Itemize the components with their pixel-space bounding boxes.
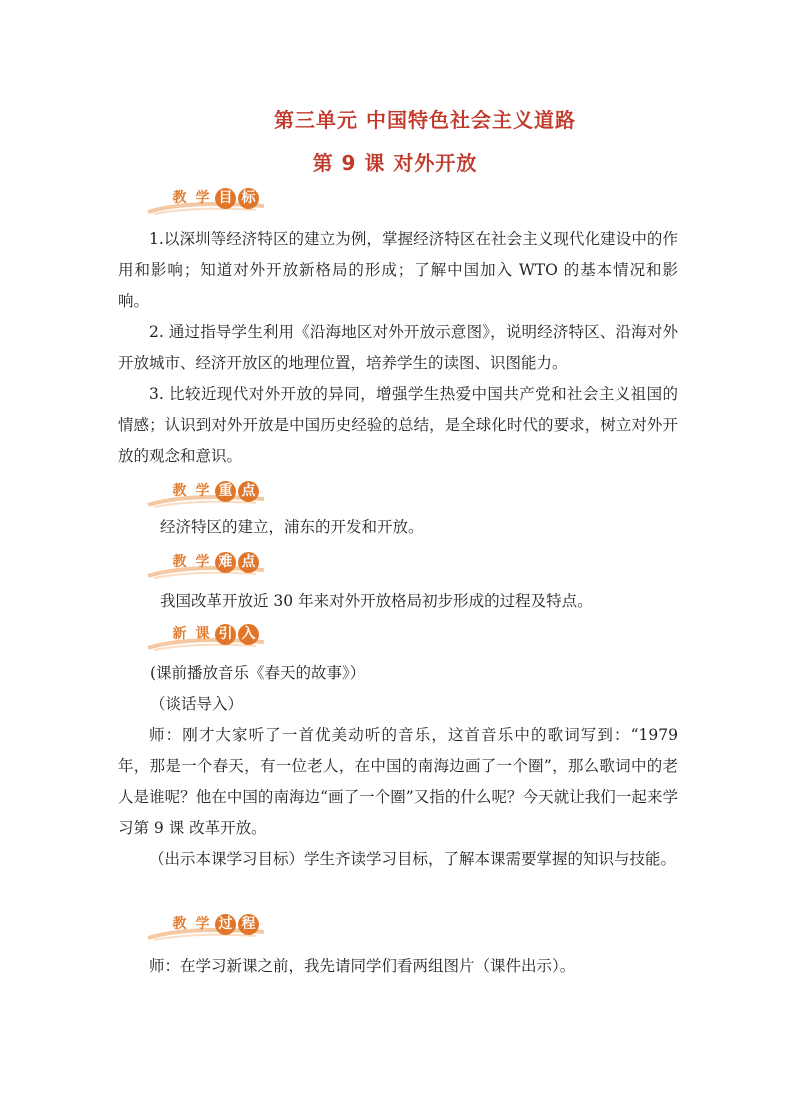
badge-char: 重	[215, 481, 236, 502]
section-badge-process	[146, 914, 266, 942]
section-badge-objectives	[146, 188, 266, 216]
intro-goal-paragraph: （出示本课学习目标）学生齐读学习目标，了解本课需要掌握的知识与技能。	[149, 850, 677, 868]
badge-char: 新	[172, 626, 187, 642]
badge-char: 点	[238, 552, 259, 573]
badge-char: 教	[172, 554, 187, 570]
badge-char: 学	[195, 554, 210, 570]
unit-title: 第三单元 中国特色社会主义道路	[274, 108, 576, 132]
objective-paragraph-3: 3. 比较近现代对外开放的异同，增强学生热爱中国共产党和社会主义祖国的情感；认识到对外开放是中国历史经验的总结，是全球化时代的要求，树立对外开放的观念和意识。	[118, 385, 678, 465]
badge-char: 学	[195, 190, 210, 206]
badge-char: 学	[195, 483, 210, 499]
badge-char: 入	[238, 624, 259, 645]
badge-char: 点	[238, 481, 259, 502]
badge-char: 程	[238, 914, 259, 935]
key-points-text: 经济特区的建立，浦东的开发和开放。	[160, 518, 424, 536]
difficulties-text: 我国改革开放近 30 年来对外开放格局初步形成的过程及特点。	[160, 592, 593, 610]
badge-char: 引	[215, 624, 236, 645]
badge-char: 目	[215, 188, 236, 209]
badge-char: 标	[238, 188, 259, 209]
badge-char: 难	[215, 552, 236, 573]
objective-paragraph-2: 2. 通过指导学生利用《沿海地区对外开放示意图》，说明经济特区、沿海对外开放城市、经济开放区的地理位置，培养学生的读图、识图能力。	[118, 323, 678, 372]
badge-char: 教	[172, 483, 187, 499]
badge-char: 教	[172, 190, 187, 206]
intro-teacher-paragraph: 师：刚才大家听了一首优美动听的音乐，这首音乐中的歌词写到：“1979 年，那是一个春天，有一位老人，在中国的南海边画了一个圈”，那么歌词中的老人是谁呢？他在中国的南海边“画了一个圈”又指的什么呢？今天就让我们一起来学习第 9 课 改革开放。	[118, 726, 678, 837]
objective-paragraph-1: 1.以深圳等经济特区的建立为例，掌握经济特区在社会主义现代化建设中的作用和影响；知道对外开放新格局的形成；了解中国加入 WTO 的基本情况和影响。	[118, 230, 678, 310]
process-paragraph: 师：在学习新课之前，我先请同学们看两组图片（课件出示）。	[149, 957, 576, 975]
section-badge-key-points	[146, 481, 266, 509]
section-badge-intro	[146, 624, 266, 652]
badge-char: 学	[195, 916, 210, 932]
lesson-title: 第 9 课 对外开放	[312, 151, 478, 175]
section-badge-difficulties	[146, 552, 266, 580]
badge-char: 过	[215, 914, 236, 935]
badge-char: 教	[172, 916, 187, 932]
intro-talk-line: （谈话导入）	[150, 695, 244, 713]
badge-char: 课	[195, 626, 210, 642]
intro-music-line: (课前播放音乐《春天的故事》）	[150, 664, 366, 682]
